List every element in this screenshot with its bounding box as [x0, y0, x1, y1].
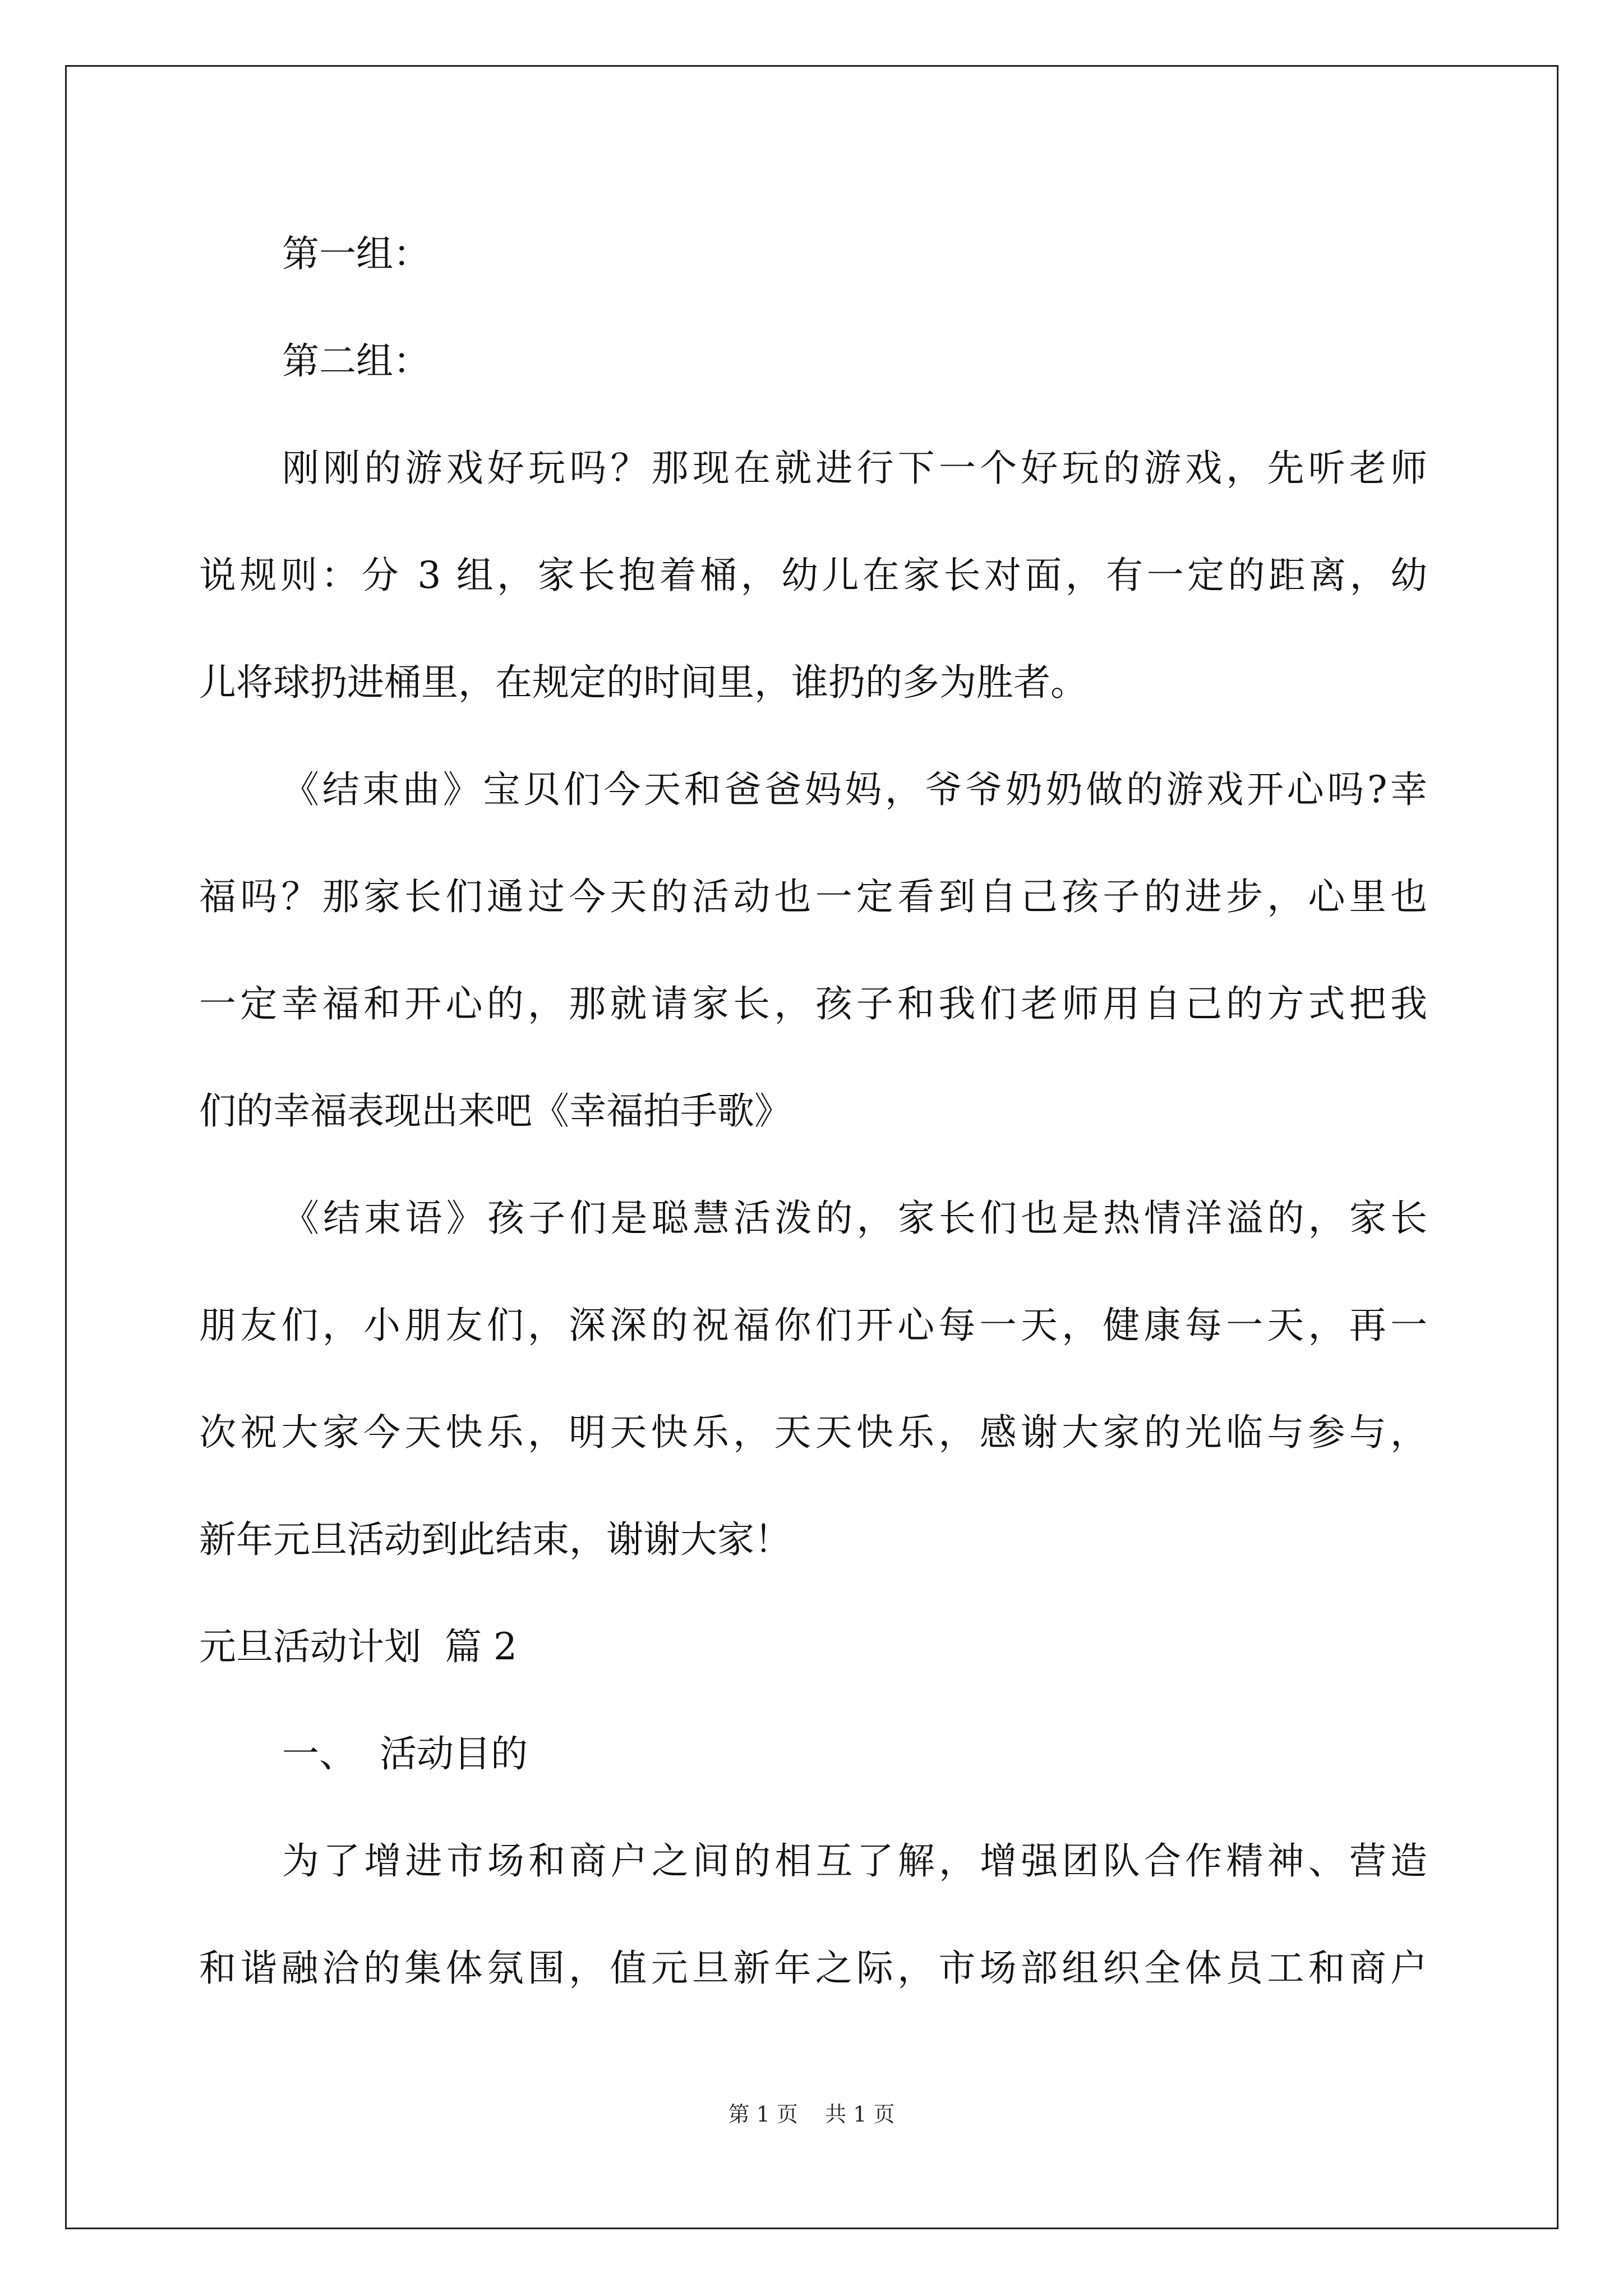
paragraph-closing-line-1: 《结束语》孩子们是聪慧活泼的，家长们也是热情洋溢的，家长	[282, 1197, 1427, 1240]
page-number-footer: 第 1 页 共 1 页	[728, 2102, 895, 2127]
subheading-activity-purpose: 一、 活动目的	[282, 1732, 528, 1775]
group-one-label: 第一组：	[282, 232, 430, 275]
group-two-label: 第二组：	[282, 339, 430, 383]
section-heading-plan-2: 元旦活动计划 篇 2	[199, 1625, 517, 1668]
paragraph-game-line-3: 儿将球扔进桶里，在规定的时间里，谁扔的多为胜者。	[199, 661, 1087, 704]
paragraph-closing-line-4: 新年元旦活动到此结束，谢谢大家！	[199, 1518, 791, 1561]
paragraph-ending-song-line-3: 一定幸福和开心的，那就请家长，孩子和我们老师用自己的方式把我	[199, 982, 1427, 1025]
paragraph-closing-line-3: 次祝大家今天快乐，明天快乐，天天快乐，感谢大家的光临与参与，	[199, 1411, 1427, 1454]
paragraph-game-line-2: 说规则：分 3 组，家长抱着桶，幼儿在家长对面，有一定的距离，幼	[199, 554, 1427, 597]
paragraph-purpose-line-2: 和谐融洽的集体氛围，值元旦新年之际，市场部组织全体员工和商户	[199, 1947, 1427, 1990]
paragraph-ending-song-line-4: 们的幸福表现出来吧《幸福拍手歌》	[199, 1089, 791, 1133]
paragraph-game-line-1: 刚刚的游戏好玩吗？那现在就进行下一个好玩的游戏，先听老师	[282, 447, 1427, 490]
paragraph-purpose-line-1: 为了增进市场和商户之间的相互了解，增强团队合作精神、营造	[282, 1839, 1427, 1883]
paragraph-ending-song-line-1: 《结束曲》宝贝们今天和爸爸妈妈，爷爷奶奶做的游戏开心吗?幸	[282, 768, 1427, 811]
paragraph-ending-song-line-2: 福吗？那家长们通过今天的活动也一定看到自己孩子的进步，心里也	[199, 875, 1427, 918]
paragraph-closing-line-2: 朋友们，小朋友们，深深的祝福你们开心每一天，健康每一天，再一	[199, 1304, 1427, 1347]
page-border	[65, 65, 1559, 2229]
